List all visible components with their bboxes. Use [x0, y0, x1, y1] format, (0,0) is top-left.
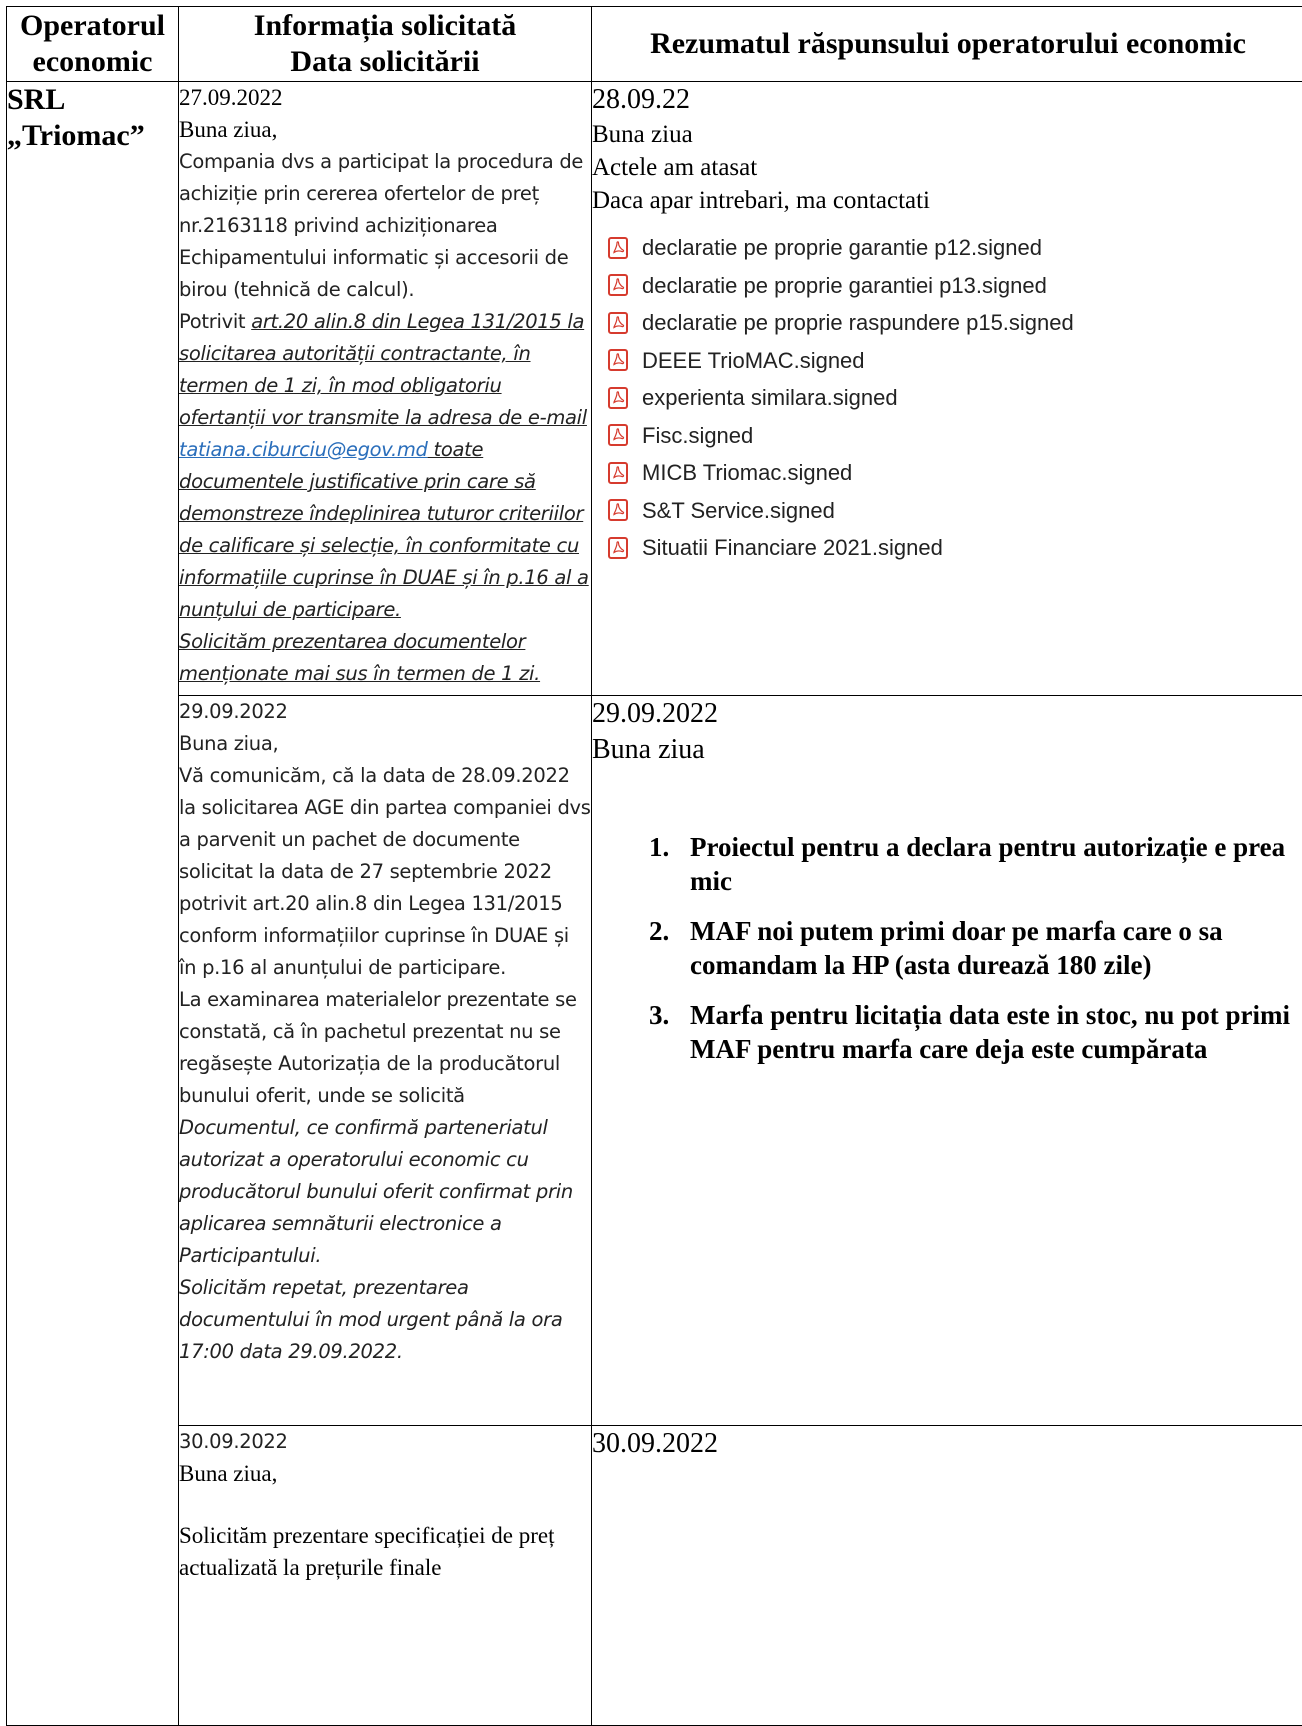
request-cell — [179, 1426, 592, 1726]
attachment-list — [608, 229, 1302, 567]
response-date: 30.09.2022 — [592, 1426, 1302, 1462]
response-date: 29.09.2022 — [592, 696, 1302, 732]
request-text: Solicităm repetat, prezentarea documentului în mod urgent până la ora 17:00 data 29.09.2022. — [179, 1272, 591, 1368]
list-item: 2. MAF noi putem primi doar pe marfa care o sa comandam la HP (asta durează 180 zile) — [676, 914, 1302, 982]
operator-name: SRL „Triomac” — [7, 82, 179, 1726]
attachment-file[interactable] — [608, 454, 1302, 492]
attachment-filename: S&T Service.signed — [642, 494, 835, 527]
response-cell — [592, 696, 1302, 1426]
request-greeting: Buna ziua, — [179, 114, 591, 146]
request-text: La examinarea materialelor prezentate se constată, că în pachetul prezentat nu se regăsește Autorizația de la producătorul bunului oferit, unde se solicită Documentul, ce confirmă parteneriatul autorizat a operatorului economic cu producătorul bunului oferit confirmat prin aplicarea semnăturii electronice a Participantului. — [179, 984, 591, 1272]
attachment-filename: experienta similara.signed — [642, 381, 898, 414]
request-cell — [179, 82, 592, 696]
request-text: Solicităm prezentare specificației de preț actualizată la prețurile finale — [179, 1520, 591, 1584]
request-date: 30.09.2022 — [179, 1426, 591, 1458]
response-cell — [592, 1426, 1302, 1726]
response-line: Actele am atasat — [592, 151, 1302, 184]
attachment-file[interactable] — [608, 304, 1302, 342]
attachment-filename: Situatii Financiare 2021.signed — [642, 531, 943, 564]
request-cell — [179, 696, 592, 1426]
response-date: 28.09.22 — [592, 82, 1302, 118]
response-greeting: Buna ziua — [592, 732, 1302, 768]
response-points — [592, 830, 1302, 1066]
pdf-icon — [608, 424, 628, 446]
attachment-file[interactable] — [608, 417, 1302, 455]
request-text: Compania dvs a participat la procedura de achiziție prin cererea ofertelor de preț nr.2163118 privind achiziționarea Echipamentului informatic și accesorii de birou (tehnică de calcul). — [179, 146, 591, 306]
pdf-icon — [608, 274, 628, 296]
header-response: Rezumatul răspunsului operatorului economic — [592, 7, 1302, 82]
request-date: 27.09.2022 — [179, 82, 591, 114]
response-line: Buna ziua — [592, 118, 1302, 151]
response-line: Daca apar intrebari, ma contactati — [592, 184, 1302, 217]
request-text: Vă comunicăm, că la data de 28.09.2022 la solicitarea AGE din partea companiei dvs a parvenit un pachet de documente solicitat la data de 27 septembrie 2022 potrivit art.20 alin.8 din Legea 131/2015 conform informațiilor cuprinse în DUAE și în p.16 al anunțului de participare. — [179, 760, 591, 984]
attachment-file[interactable] — [608, 229, 1302, 267]
attachment-file[interactable] — [608, 379, 1302, 417]
table-row — [7, 696, 1302, 1426]
pdf-icon — [608, 312, 628, 334]
pdf-icon — [608, 237, 628, 259]
list-item: 3. Marfa pentru licitația data este in stoc, nu pot primi MAF pentru marfa care deja este cumpărata — [676, 998, 1302, 1066]
request-greeting: Buna ziua, — [179, 1458, 591, 1490]
correspondence-table — [6, 6, 1302, 1726]
request-text: Potrivit art.20 alin.8 din Legea 131/2015 la solicitarea autorității contractante, în termen de 1 zi, în mod obligatoriu ofertanții vor transmite la adresa de e-mail tatiana.ciburciu@egov.md toate documentele justificative prin care să demonstreze îndeplinirea tuturor criteriilor de calificare și selecție, în conformitate cu informațiile cuprinse în DUAE și în p.16 al a nunțului de participare. — [179, 306, 591, 626]
pdf-icon — [608, 499, 628, 521]
pdf-icon — [608, 537, 628, 559]
attachment-file[interactable] — [608, 267, 1302, 305]
attachment-filename: DEEE TrioMAC.signed — [642, 344, 865, 377]
list-item: 1. Proiectul pentru a declara pentru autorizație e prea mic — [676, 830, 1302, 898]
table-row — [7, 1426, 1302, 1726]
request-greeting: Buna ziua, — [179, 728, 591, 760]
request-date: 29.09.2022 — [179, 696, 591, 728]
attachment-filename: declaratie pe proprie garantie p12.signed — [642, 231, 1042, 264]
attachment-file[interactable] — [608, 342, 1302, 380]
attachment-filename: Fisc.signed — [642, 419, 753, 452]
attachment-filename: declaratie pe proprie raspundere p15.signed — [642, 306, 1074, 339]
header-row — [7, 7, 1302, 82]
pdf-icon — [608, 387, 628, 409]
attachment-filename: MICB Triomac.signed — [642, 456, 852, 489]
header-operator: Operatorul economic — [7, 7, 179, 82]
table-row — [7, 82, 1302, 696]
response-cell — [592, 82, 1302, 696]
request-text: Solicităm prezentarea documentelor menționate mai sus în termen de 1 zi. — [179, 626, 591, 690]
attachment-file[interactable] — [608, 529, 1302, 567]
attachment-file[interactable] — [608, 492, 1302, 530]
header-request: Informația solicitată Data solicitării — [179, 7, 592, 82]
email-link[interactable]: tatiana.ciburciu@egov.md — [179, 438, 428, 461]
pdf-icon — [608, 462, 628, 484]
pdf-icon — [608, 349, 628, 371]
attachment-filename: declaratie pe proprie garantiei p13.signed — [642, 269, 1047, 302]
